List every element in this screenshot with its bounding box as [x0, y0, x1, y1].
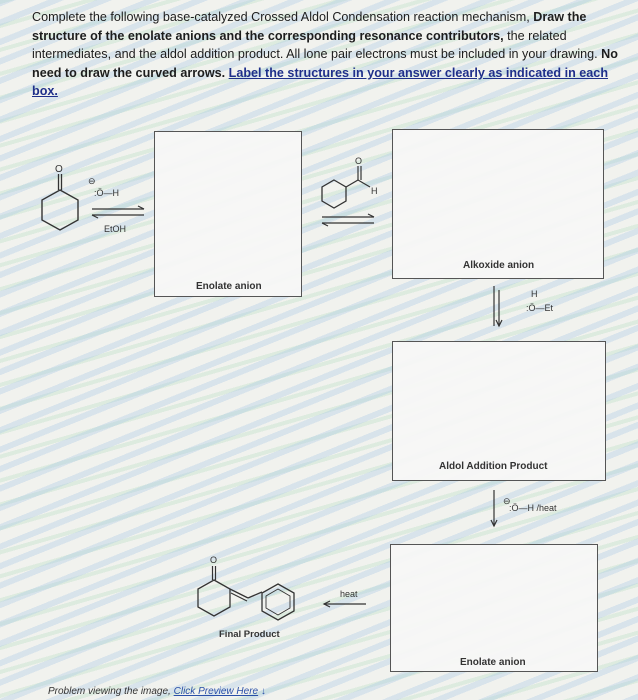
heat-arrow [322, 600, 368, 610]
aldol-addition-product-label: Aldol Addition Product [439, 461, 548, 472]
cyclohexanone-oxygen: O [55, 164, 63, 175]
benzaldehyde-hydrogen: H [371, 186, 378, 196]
final-product-label: Final Product [219, 629, 280, 640]
hydroxide-formula: :Ö—H [94, 188, 120, 198]
enolate-anion-label-1: Enolate anion [196, 281, 262, 292]
heat-label: heat [340, 589, 358, 599]
final-product-oxygen: O [210, 555, 218, 565]
alkoxide-anion-label: Alkoxide anion [463, 260, 535, 271]
hydroxide-charge: ⊖ [88, 176, 96, 186]
alkoxide-anion-box[interactable] [392, 129, 604, 279]
instructions-part-6: Label the structures in your answer clearly as indicated in each box. [32, 65, 609, 99]
footer-text: Problem viewing the image, [48, 686, 174, 697]
download-arrow-icon[interactable]: ↓ [260, 686, 266, 697]
down-arrow-ethoxide [490, 286, 504, 330]
solvent-label: EtOH [104, 224, 127, 234]
instructions-part-2: Draw the structure of the enolate anions and the corresponding resonance contributors, [32, 10, 587, 43]
instructions-text [32, 8, 630, 101]
ethanol-formula: :Ö—Et [526, 303, 554, 313]
click-preview-link[interactable]: Click Preview Here [173, 686, 259, 697]
instructions-part-1: Complete the following base-catalyzed Crossed Aldol Condensation reaction mechanism, [32, 10, 534, 24]
equilibrium-arrow-2 [322, 214, 378, 228]
aldol-addition-product-box[interactable] [392, 341, 606, 481]
base-heat-charge: ⊖ [503, 496, 511, 506]
ethoxide-hydrogen: H [531, 289, 538, 299]
final-product-structure [196, 552, 306, 632]
equilibrium-arrow-1 [92, 206, 148, 222]
benzaldehyde-oxygen: O [355, 156, 363, 166]
down-arrow-base-heat [488, 490, 502, 532]
base-heat-label: :Ö—H /heat [509, 503, 557, 513]
enolate-anion-box-1[interactable] [154, 131, 302, 297]
enolate-anion-label-2: Enolate anion [460, 657, 526, 668]
instructions-part-3: the related intermediates, and the aldol addition product. All lone pair electrons must be included in your drawing. [32, 28, 602, 62]
enolate-anion-box-2[interactable] [390, 544, 598, 672]
cyclohexanone-structure [38, 162, 88, 242]
footer-help [48, 686, 266, 697]
instructions-part-4: No need to draw the curved arrows. [32, 47, 618, 80]
